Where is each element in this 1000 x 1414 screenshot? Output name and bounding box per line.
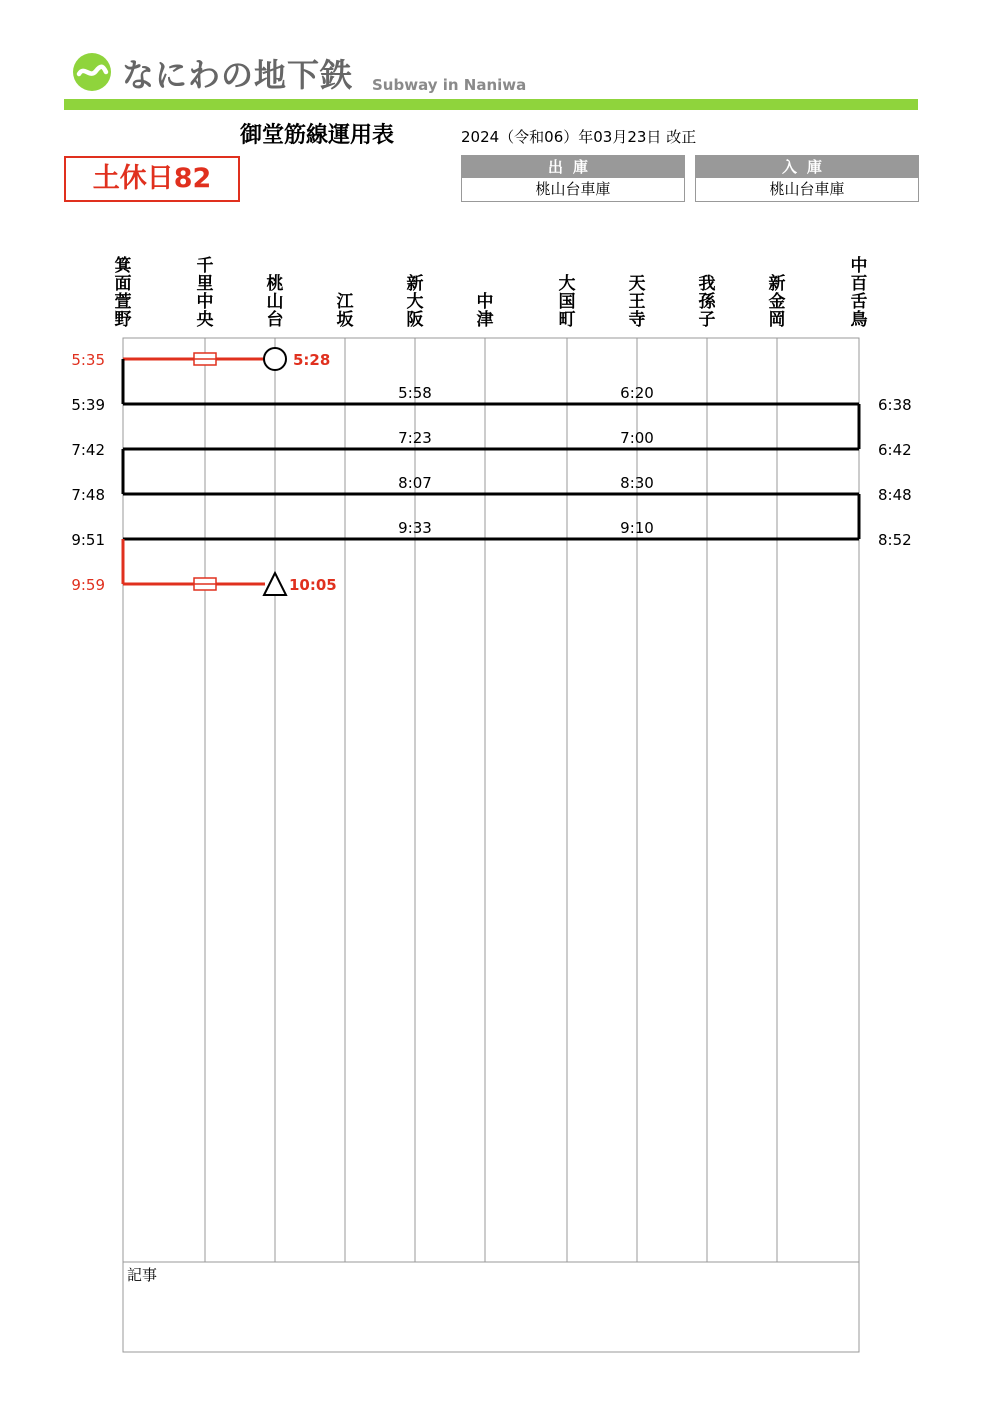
time-label: 6:42 bbox=[878, 441, 912, 459]
time-label: 8:30 bbox=[620, 474, 654, 492]
station-header: 中津 bbox=[476, 292, 494, 330]
time-label: 7:48 bbox=[71, 486, 105, 504]
station-header: 新大阪 bbox=[406, 274, 424, 330]
depot-in-header: 入庫 bbox=[696, 156, 918, 178]
time-label: 9:51 bbox=[71, 531, 105, 549]
time-label: 6:38 bbox=[878, 396, 912, 414]
time-label: 5:58 bbox=[398, 384, 432, 402]
brand-name: なにわの地下鉄 bbox=[122, 56, 354, 94]
time-label: 5:28 bbox=[293, 351, 331, 369]
time-label: 7:00 bbox=[620, 429, 654, 447]
time-label: 9:10 bbox=[620, 519, 654, 537]
station-header: 千里中央 bbox=[196, 256, 214, 330]
revision-date: 2024（令和06）年03月23日 改正 bbox=[461, 128, 697, 146]
brand-subtitle: Subway in Naniwa bbox=[372, 76, 527, 94]
diagram-frame bbox=[123, 338, 859, 1352]
time-label: 9:33 bbox=[398, 519, 432, 537]
station-header: 新金岡 bbox=[768, 274, 786, 330]
station-header: 大国町 bbox=[558, 274, 576, 330]
time-label: 5:35 bbox=[71, 351, 105, 369]
time-label: 6:20 bbox=[620, 384, 654, 402]
depot-out-value: 桃山台車庫 bbox=[535, 180, 611, 198]
time-label: 9:59 bbox=[71, 576, 105, 594]
station-header: 桃山台 bbox=[266, 274, 284, 330]
station-header: 江坂 bbox=[336, 292, 354, 330]
station-header: 我孫子 bbox=[698, 274, 716, 330]
time-label: 10:05 bbox=[289, 576, 337, 594]
arrival-triangle-icon bbox=[264, 573, 286, 595]
departure-circle-icon bbox=[264, 348, 286, 370]
time-label: 8:52 bbox=[878, 531, 912, 549]
time-label: 7:23 bbox=[398, 429, 432, 447]
time-label: 5:39 bbox=[71, 396, 105, 414]
time-label: 7:42 bbox=[71, 441, 105, 459]
operation-number-box: 土休日82 bbox=[64, 156, 240, 202]
depot-in-value: 桃山台車庫 bbox=[769, 180, 845, 198]
station-header: 箕面萱野 bbox=[114, 256, 132, 330]
station-header: 中百舌鳥 bbox=[850, 256, 868, 330]
time-label: 8:07 bbox=[398, 474, 432, 492]
notes-label: 記事 bbox=[127, 1266, 158, 1284]
page-title: 御堂筋線運用表 bbox=[240, 123, 395, 148]
time-label: 8:48 bbox=[878, 486, 912, 504]
station-header: 天王寺 bbox=[628, 274, 646, 330]
depot-out-header: 出庫 bbox=[462, 156, 684, 178]
